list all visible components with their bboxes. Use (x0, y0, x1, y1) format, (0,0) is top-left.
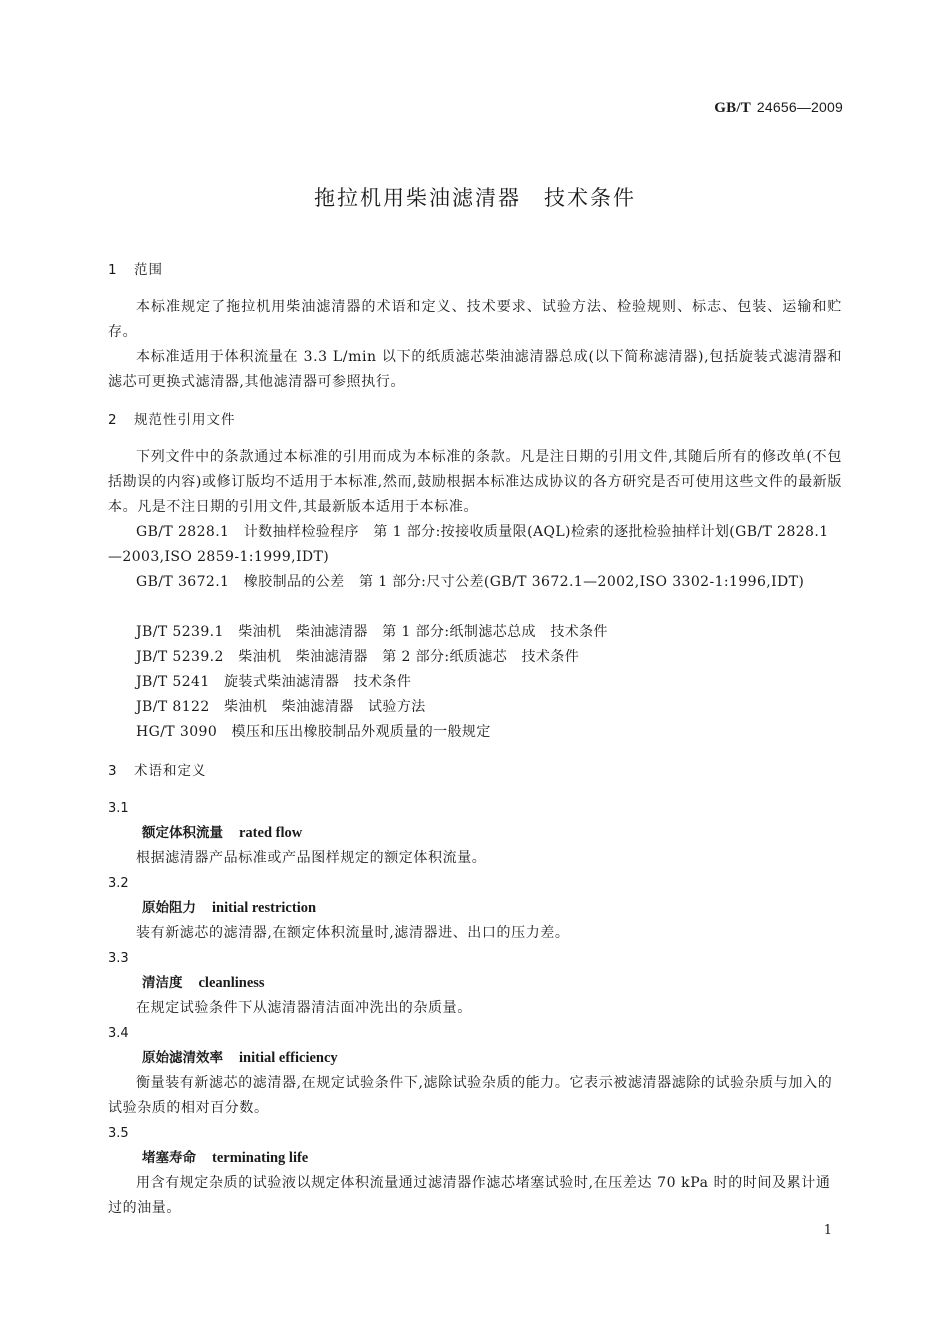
term-zh: 清洁度 (142, 975, 183, 991)
paragraph: 下列文件中的条款通过本标准的引用而成为本标准的条款。凡是注日期的引用文件,其随后所有的修改单(不包括勘误的内容)或修订版均不适用于本标准,然而,鼓励根据本标准达成协议的各方研究是否可使用这些文件的最新版本。凡是不注日期的引用文件,其最新版本适用于本标准。 (108, 449, 842, 515)
term-number: 3.5 (108, 1126, 129, 1141)
term-number: 3.2 (108, 876, 129, 891)
reference-item: JB/T 5239.1 柴油机 柴油滤清器 第 1 部分:纸制滤芯总成 技术条件 (136, 624, 608, 640)
reference-item: GB/T 3672.1 橡胶制品的公差 第 1 部分:尺寸公差(GB/T 3672.1—2002,ISO 3302-1:1996,IDT) (136, 574, 805, 590)
term-zh: 额定体积流量 (142, 825, 223, 841)
reference-item: JB/T 8122 柴油机 柴油滤清器 试验方法 (136, 699, 426, 715)
section-heading-normative-references (108, 408, 842, 433)
document-title: 拖拉机用柴油滤清器 技术条件 (314, 186, 636, 210)
term-heading (108, 896, 876, 921)
section-number: 2 (108, 412, 118, 428)
term-heading (108, 1146, 876, 1171)
reference-item: JB/T 5241 旋装式柴油滤清器 技术条件 (136, 674, 412, 690)
section-heading-scope (108, 258, 842, 283)
term-number: 3.3 (108, 951, 129, 966)
reference-item: GB/T 2828.1 计数抽样检验程序 第 1 部分:按接收质量限(AQL)检索的逐批检验抽样计划(GB/T 2828.1—2003,ISO 2859-1:1999,IDT) (108, 524, 829, 565)
paragraph: 本标准规定了拖拉机用柴油滤清器的术语和定义、技术要求、试验方法、检验规则、标志、包装、运输和贮存。 (108, 299, 842, 340)
reference-item: HG/T 3090 模压和压出橡胶制品外观质量的一般规定 (136, 724, 491, 740)
term-en: terminating life (212, 1150, 309, 1166)
term-en: initial efficiency (239, 1050, 338, 1066)
term-zh: 原始阻力 (142, 900, 196, 916)
reference-item: JB/T 5239.2 柴油机 柴油滤清器 第 2 部分:纸质滤芯 技术条件 (136, 649, 580, 665)
term-number: 3.1 (108, 801, 129, 816)
term-heading (108, 971, 876, 996)
term-definition: 用含有规定杂质的试验液以规定体积流量通过滤清器作滤芯堵塞试验时,在压差达 70 kPa 时的时间及累计通过的油量。 (108, 1175, 831, 1216)
term-en: rated flow (239, 825, 303, 841)
section-title: 术语和定义 (134, 763, 207, 779)
section-title: 规范性引用文件 (134, 412, 236, 428)
section-title: 范围 (134, 262, 163, 278)
section-heading-terms-definitions (108, 759, 842, 784)
term-definition: 装有新滤芯的滤清器,在额定体积流量时,滤清器进、出口的压力差。 (136, 925, 570, 941)
term-heading (108, 821, 876, 846)
term-definition: 根据滤清器产品标准或产品图样规定的额定体积流量。 (136, 850, 487, 866)
term-en: cleanliness (198, 975, 265, 991)
standard-prefix: GB/T (714, 100, 751, 116)
term-en: initial restriction (212, 900, 317, 916)
paragraph: 本标准适用于体积流量在 3.3 L/min 以下的纸质滤芯柴油滤清器总成(以下简称滤清器),包括旋装式滤清器和滤芯可更换式滤清器,其他滤清器可参照执行。 (108, 349, 842, 390)
term-zh: 堵塞寿命 (142, 1150, 196, 1166)
term-definition: 衡量装有新滤芯的滤清器,在规定试验条件下,滤除试验杂质的能力。它表示被滤清器滤除的试验杂质与加入的试验杂质的相对百分数。 (108, 1075, 833, 1116)
term-heading (108, 1046, 876, 1071)
standard-code (714, 99, 843, 117)
term-number: 3.4 (108, 1026, 129, 1041)
section-number: 1 (108, 262, 118, 278)
standard-number: 24656—2009 (756, 99, 843, 115)
section-number: 3 (108, 763, 118, 779)
term-definition: 在规定试验条件下从滤清器清洁面冲洗出的杂质量。 (136, 1000, 472, 1016)
page-number: 1 (823, 1223, 832, 1238)
term-zh: 原始滤清效率 (142, 1050, 223, 1066)
